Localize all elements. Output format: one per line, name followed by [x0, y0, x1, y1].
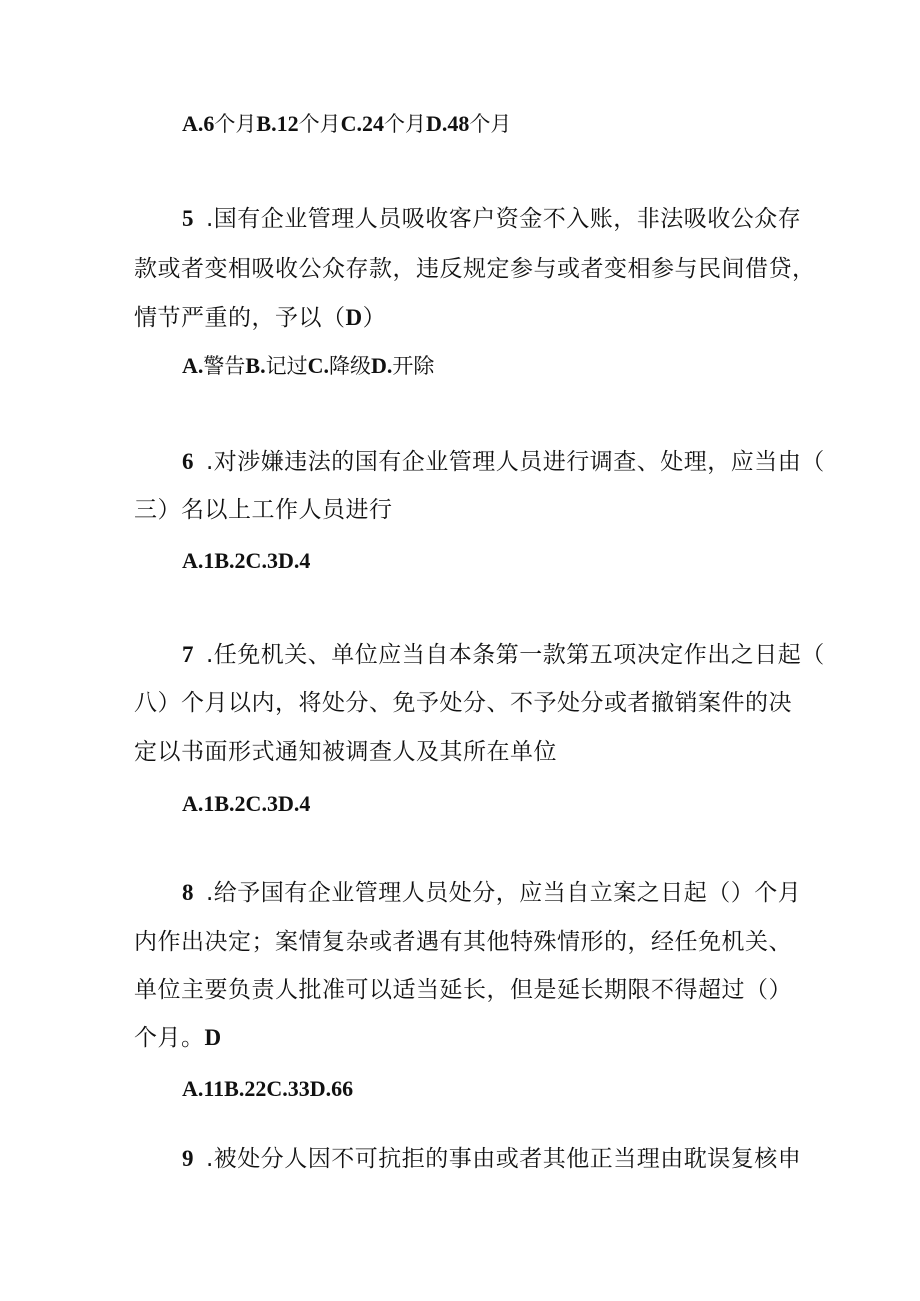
q9-line-1 [182, 1143, 862, 1175]
q9-text-1: .被处分人因不可抗拒的事由或者其他正当理由耽误复核申 [206, 1146, 802, 1172]
q6-line-2: 三）名以上工作人员进行 [134, 497, 393, 523]
q7-line-3: 定以书面形式通知被调查人及其所在单位 [134, 739, 557, 765]
q7-text-1: .任免机关、单位应当自本条第一款第五项决定作出之日起（ [206, 642, 825, 668]
q5-text-3: 情节严重的，予以（ [134, 305, 346, 331]
q5-option-b-key: B. [245, 353, 266, 378]
q4-option-c-unit: 个月 [383, 112, 426, 136]
q4-option-b-key: B. [256, 111, 277, 136]
q6-text-1: .对涉嫌违法的国有企业管理人员进行调查、处理，应当由（ [206, 449, 825, 475]
q8-answer: D [204, 1025, 222, 1050]
q5-option-c-key: C. [307, 353, 329, 378]
q5-answer: D [345, 305, 363, 330]
q7-number: 7 [182, 642, 194, 667]
q4-options [182, 108, 511, 140]
q8-options: A.11B.22C.33D.66 [182, 1076, 354, 1101]
q5-option-d-key: D. [370, 353, 393, 378]
q5-option-d-text: 开除 [392, 354, 435, 378]
q5-text-3-end: ） [362, 305, 387, 331]
q6-line-1 [182, 446, 862, 478]
q8-text-1: .给予国有企业管理人员处分，应当自立案之日起（）个月 [206, 880, 802, 906]
q7-options: A.1B.2C.3D.4 [182, 791, 311, 816]
q5-number: 5 [182, 206, 194, 231]
q5-option-b-text: 记过 [265, 354, 308, 378]
q4-option-d-key: D. [425, 111, 448, 136]
q4-option-c-num: 24 [361, 111, 384, 136]
q4-option-c-key: C. [340, 111, 362, 136]
q8-text-4: 个月。 [134, 1025, 205, 1051]
q8-line-3: 单位主要负责人批准可以适当延长，但是延长期限不得超过（） [134, 977, 792, 1003]
q8-line-4 [134, 1022, 814, 1054]
q5-option-a-key: A. [182, 353, 204, 378]
q9-number: 9 [182, 1146, 194, 1171]
q4-option-a-key: A. [182, 111, 204, 136]
q4-option-b-num: 12 [276, 111, 299, 136]
q4-option-d-unit: 个月 [469, 112, 512, 136]
q5-line-2: 款或者变相吸收公众存款，违反规定参与或者变相参与民间借贷， [134, 256, 816, 282]
q4-option-d-num: 48 [447, 111, 470, 136]
q5-option-c-text: 降级 [328, 354, 371, 378]
q8-line-1 [182, 877, 862, 909]
q5-line-3 [134, 302, 814, 334]
q4-option-b-unit: 个月 [298, 112, 341, 136]
q5-options [182, 350, 434, 382]
q7-line-2: 八）个月以内，将处分、免予处分、不予处分或者撤销案件的决 [134, 690, 792, 716]
q5-option-a-text: 警告 [203, 354, 246, 378]
q5-line-1 [182, 203, 862, 235]
q8-line-2: 内作出决定；案情复杂或者遇有其他特殊情形的，经任免机关、 [134, 929, 792, 955]
q7-line-1 [182, 639, 862, 671]
q6-options: A.1B.2C.3D.4 [182, 548, 311, 573]
q6-number: 6 [182, 449, 194, 474]
q8-number: 8 [182, 880, 194, 905]
q5-text-1: .国有企业管理人员吸收客户资金不入账，非法吸收公众存 [206, 206, 802, 232]
q4-option-a-unit: 个月 [214, 112, 257, 136]
q4-option-a-num: 6 [203, 111, 215, 136]
